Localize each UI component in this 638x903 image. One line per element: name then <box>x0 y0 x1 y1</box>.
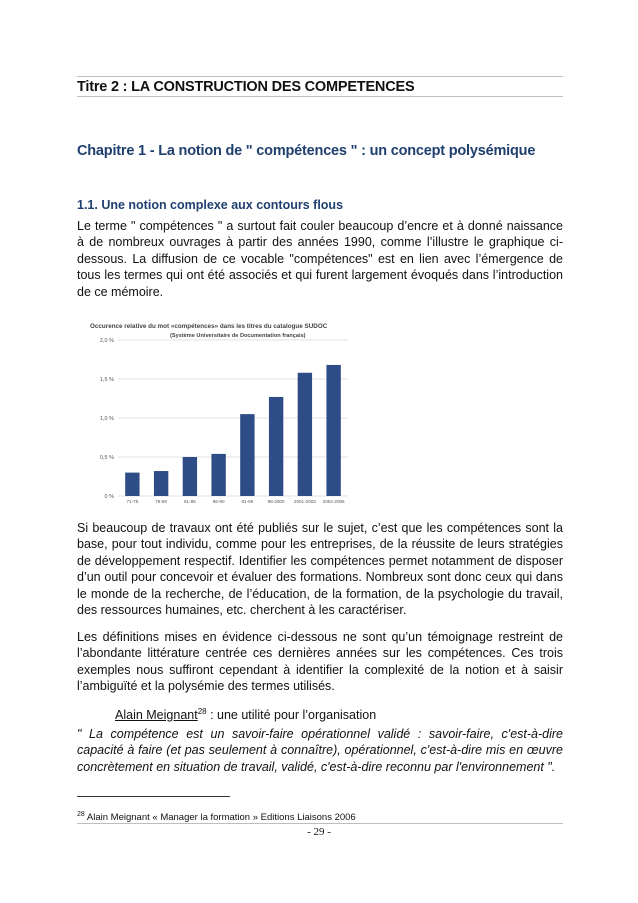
author-heading <box>115 707 376 722</box>
definition-quote: " La compétence est un savoir-faire opérationnel validé : savoir-faire, c'est-à-dire capacité à faire (et pas seulement à connaître), opérationnel, c'est-à-dire mis en œuvre concrètement en situation de travail, validé, c'est-à-dire reconnu par l'environnement ". <box>77 727 563 774</box>
author-role: : une utilité pour l’organisation <box>206 708 377 723</box>
chart-x-tick-label: 71-75 <box>126 499 139 504</box>
section-title: 1.1. Une notion complexe aux contours flous <box>77 198 344 212</box>
footer-rule <box>77 823 563 824</box>
chart-y-tick-label: 0,5 % <box>99 455 114 461</box>
chart-y-tick-label: 2,0 % <box>99 338 114 344</box>
header-bottom-rule <box>77 96 563 97</box>
author-name: Alain Meignant <box>115 708 198 723</box>
chart-y-tick-label: 0 % <box>104 494 114 500</box>
chart-bar <box>298 373 312 496</box>
footnote-number: 28 <box>77 811 85 818</box>
chart-x-tick-label: 2001-2003 <box>293 499 316 504</box>
chart-bar <box>183 457 197 496</box>
chart-x-tick-label: 76-80 <box>155 499 167 504</box>
chart-x-tick-label: 86-90 <box>212 499 225 504</box>
paragraph-intro: Le terme " compétences " a surtout fait couler beaucoup d’encre et à donné naissance à de nombreux ouvrages à partir des années 1990, comme l’illustre le graphique ci-dessous. La diffusion de ce vocable "compétences" est en lien avec l’émergence de tous les termes qui ont été associés et qui furent largement évoqués dans l’introduction de ce mémoire. <box>77 219 563 299</box>
chart-x-tick-label: 81-85 <box>184 499 196 504</box>
footnote-separator <box>77 796 230 797</box>
chart-bar <box>125 473 139 496</box>
bar-chart <box>88 318 352 506</box>
chart-x-tick-label: 91-95 <box>241 499 254 504</box>
footnote <box>77 811 356 823</box>
chart-x-tick-label: 96-2000 <box>267 499 285 504</box>
paragraph-definitions: Les définitions mises en évidence ci-dessous ne sont qu’un témoignage restreint de l’abondante littérature centrée ces dernières années sur les compétences. Ces trois exemples nous suffiront cependant à identifier la complexité de la notion et à saisir l’ambiguïté et la polysémie des termes utilisés. <box>77 630 563 694</box>
chart-bar <box>211 454 225 496</box>
paragraph-publications: Si beaucoup de travaux ont été publiés sur le sujet, c’est que les compétences sont la base, pour tout individu, comme pour les entreprises, de la réussite de leurs stratégies de développement respectif. Identifier les compétences permet notamment de disposer d’un outil pour concevoir et évaluer des formations. Nombreux sont donc ceux qui dans le monde de la recherche, de l’éducation, de la formation, de la psychologie du travail, des ressources humaines, etc. cherchent à les caractériser. <box>77 521 563 618</box>
chart-bar <box>269 397 283 496</box>
chapter-title: Chapitre 1 - La notion de " compétences " : un concept polysémique <box>77 143 536 159</box>
chart-y-tick-label: 1,5 % <box>99 377 114 383</box>
chart-subtitle: (Système Universitaire de Documentation français) <box>170 333 306 339</box>
chart-y-tick-label: 1,0 % <box>99 416 114 422</box>
footnote-text: Alain Meignant « Manager la formation » Editions Liaisons 2006 <box>84 812 356 824</box>
footnote-reference: 28 <box>197 707 207 716</box>
chart-title: Occurence relative du mot «compétences» dans les titres du catalogue SUDOC <box>90 323 328 330</box>
chart-x-tick-label: 2004-2006 <box>322 499 345 504</box>
chart-bar <box>240 414 254 496</box>
page-number: - 29 - <box>307 826 331 838</box>
page-header-title: Titre 2 : LA CONSTRUCTION DES COMPETENCES <box>77 79 415 95</box>
header-top-rule <box>77 76 563 77</box>
chart-bar <box>326 365 340 496</box>
chart-bar <box>154 471 168 496</box>
